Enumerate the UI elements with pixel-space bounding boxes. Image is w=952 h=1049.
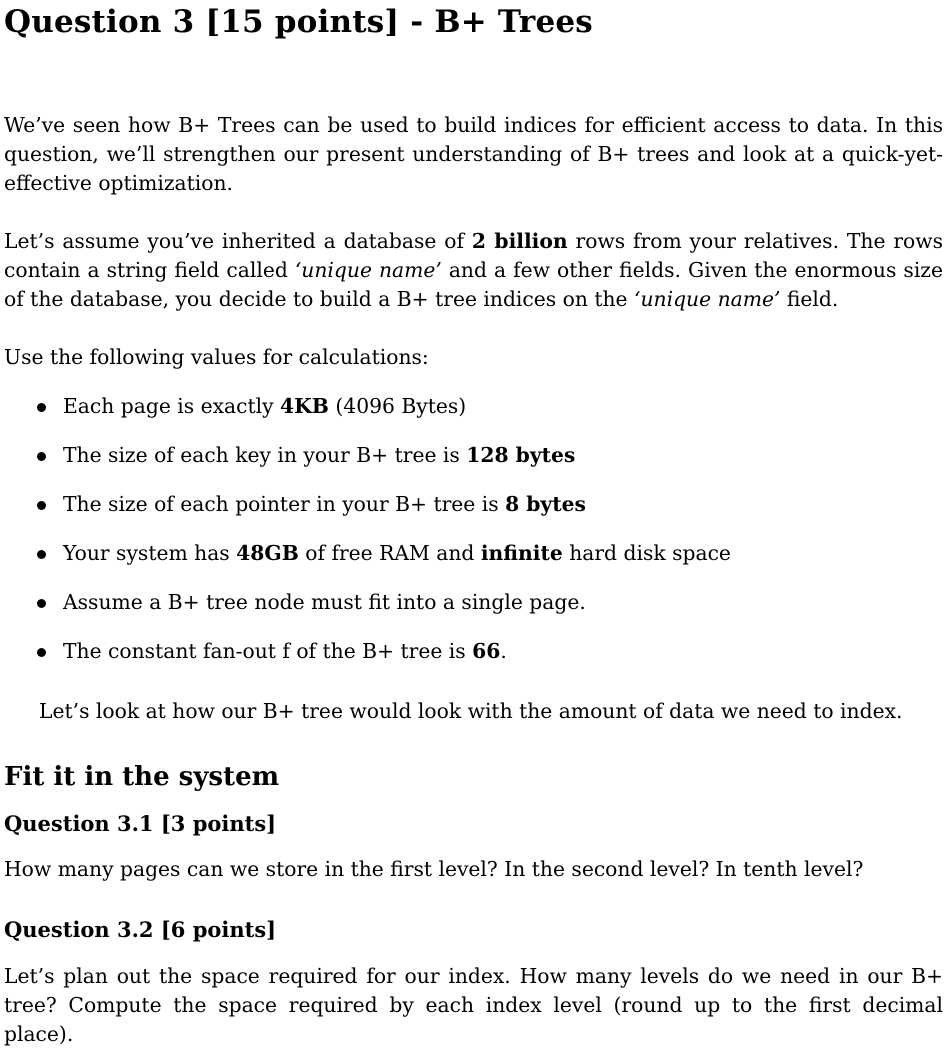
section-title: Fit it in the system	[4, 762, 280, 792]
bullet-dot-icon	[37, 648, 46, 657]
field-name: ‘unique name’	[294, 258, 442, 282]
scenario-text-3: and a few other fields. Given the enormous size of the database, you decide to build a B+ tree indices on the	[4, 258, 943, 311]
points-label: [3 points]	[160, 811, 277, 836]
bullet-dot-icon	[37, 550, 46, 559]
scenario-text-4: field.	[780, 287, 839, 311]
question-3-2-heading: Question 3.2 [6 points]	[4, 917, 277, 942]
field-name: ‘unique name’	[634, 287, 781, 311]
bullet-dot-icon	[37, 452, 46, 461]
row-count: 2 billion	[471, 229, 568, 253]
question-3-1-text: How many pages can we store in the first level? In the second level? In tenth level?	[4, 857, 864, 881]
page-title: Question 3 [15 points] - B+ Trees	[4, 4, 593, 40]
scenario-text-1: Let’s assume you’ve inherited a database of	[4, 229, 472, 253]
intro-paragraph: We’ve seen how B+ Trees can be used to build indices for efficient access to data. In this question, we’ll strengthen our present understanding of B+ trees and look at a quick-yet-effective optimization.	[4, 113, 943, 195]
scenario-paragraph	[4, 227, 943, 314]
points-label: [6 points]	[160, 917, 277, 942]
bullet-dot-icon	[37, 501, 46, 510]
bullet-dot-icon	[37, 403, 46, 412]
scenario-text-2: rows from your relatives. The rows contain a string field called	[4, 229, 944, 282]
calc-intro: Use the following values for calculations:	[4, 345, 429, 369]
question-3-2-text: Let’s plan out the space required for our index. How many levels do we need in our B+ tree? Compute the space required by each index level (round up to the first decimal place).	[4, 964, 943, 1046]
question-3-1-heading: Question 3.1 [3 points]	[4, 811, 277, 836]
bullet-dot-icon	[37, 599, 46, 608]
closing-paragraph: Let’s look at how our B+ tree would look with the amount of data we need to index.	[39, 699, 903, 723]
